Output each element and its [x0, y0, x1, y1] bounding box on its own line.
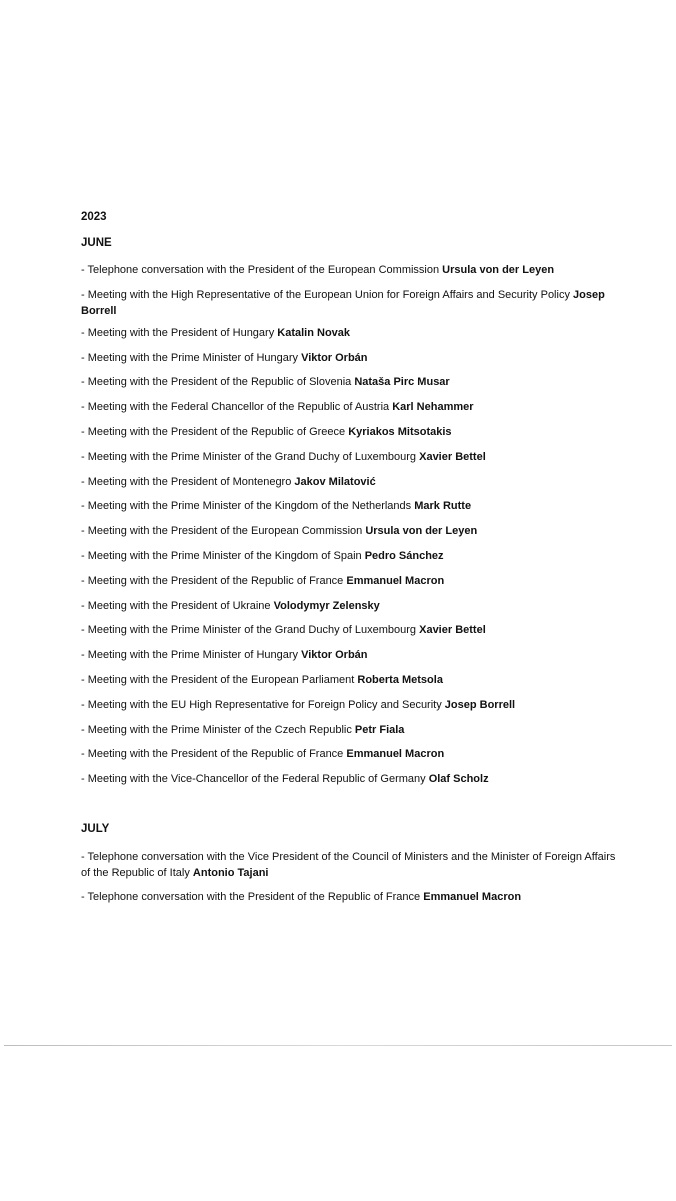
list-item: - Meeting with the President of the European Parliament Roberta Metsola — [81, 673, 443, 686]
person-name: Josep Borrell — [81, 288, 605, 317]
person-name: Kyriakos Mitsotakis — [348, 425, 452, 438]
person-name: Xavier Bettel — [419, 624, 486, 637]
person-name: Emmanuel Macron — [346, 748, 445, 761]
list-item: - Meeting with the Prime Minister of Hungary Viktor Orbán — [81, 351, 368, 364]
document-year: 2023 — [81, 211, 107, 223]
person-name: Xavier Bettel — [419, 450, 486, 463]
person-name: Ursula von der Leyen — [442, 264, 555, 276]
list-item: - Meeting with the Prime Minister of Hungary Viktor Orbán — [81, 649, 368, 662]
section-month-july: JULY — [81, 823, 110, 835]
person-name: Viktor Orbán — [301, 351, 368, 364]
person-name: Karl Nehammer — [392, 401, 474, 414]
list-item: - Meeting with the Prime Minister of the Kingdom of the Netherlands Mark Rutte — [81, 500, 472, 513]
list-item: - Meeting with the President of the Republic of France Emmanuel Macron — [81, 574, 445, 587]
list-item: - Meeting with the Federal Chancellor of the Republic of Austria Karl Nehammer — [81, 401, 474, 414]
list-item: - Telephone conversation with the President of the Republic of France Emmanuel Macron — [81, 891, 522, 903]
list-item: - Meeting with the President of the Republic of Greece Kyriakos Mitsotakis — [81, 425, 452, 438]
list-item: - Meeting with the Prime Minister of the Kingdom of Spain Pedro Sánchez — [81, 549, 444, 562]
scan-page-edge-line — [4, 1045, 672, 1046]
person-name: Ursula von der Leyen — [365, 525, 478, 538]
person-name: Emmanuel Macron — [346, 574, 445, 587]
person-name: Jakov Milatović — [294, 475, 376, 488]
person-name: Mark Rutte — [414, 500, 472, 513]
person-name: Katalin Novak — [277, 326, 351, 339]
person-name: Antonio Tajani — [192, 867, 269, 879]
person-name: Pedro Sánchez — [364, 549, 444, 562]
list-item: - Meeting with the EU High Representative for Foreign Policy and Security Josep Borrell — [81, 698, 516, 711]
list-item: - Telephone conversation with the President of the European Commission Ursula von der Leyen — [81, 264, 555, 276]
list-item: - Meeting with the President of Montenegro Jakov Milatović — [81, 475, 376, 488]
person-name: Josep Borrell — [444, 698, 516, 711]
july-entries-list — [81, 849, 621, 915]
list-item: - Meeting with the Prime Minister of the Grand Duchy of Luxembourg Xavier Bettel — [81, 624, 486, 637]
person-name: Petr Fiala — [354, 723, 405, 736]
person-name: Nataša Pirc Musar — [354, 376, 450, 389]
list-item: - Meeting with the Prime Minister of the Czech Republic Petr Fiala — [81, 723, 405, 736]
list-item: - Meeting with the President of Hungary Katalin Novak — [81, 326, 351, 339]
person-name: Roberta Metsola — [357, 673, 443, 686]
list-item: - Meeting with the President of Ukraine Volodymyr Zelensky — [81, 599, 380, 612]
list-item: - Meeting with the High Representative of the European Union for Foreign Affairs and Security Policy Josep Borrell — [81, 288, 605, 317]
list-item: - Meeting with the Prime Minister of the Grand Duchy of Luxembourg Xavier Bettel — [81, 450, 486, 463]
june-entries-list — [81, 262, 621, 796]
person-name: Olaf Scholz — [428, 773, 489, 786]
list-item: - Meeting with the President of the Republic of Slovenia Nataša Pirc Musar — [81, 376, 450, 389]
list-item: - Meeting with the President of the Republic of France Emmanuel Macron — [81, 748, 445, 761]
person-name: Emmanuel Macron — [423, 891, 522, 903]
person-name: Volodymyr Zelensky — [273, 599, 380, 612]
section-month-june: JUNE — [81, 237, 112, 249]
list-item: - Meeting with the Vice-Chancellor of the Federal Republic of Germany Olaf Scholz — [81, 773, 489, 786]
list-item: - Telephone conversation with the Vice President of the Council of Ministers and the Minister of Foreign Affairs of the Republic of Italy Antonio Tajani — [81, 851, 616, 879]
person-name: Viktor Orbán — [301, 649, 368, 662]
list-item: - Meeting with the President of the European Commission Ursula von der Leyen — [81, 525, 478, 538]
